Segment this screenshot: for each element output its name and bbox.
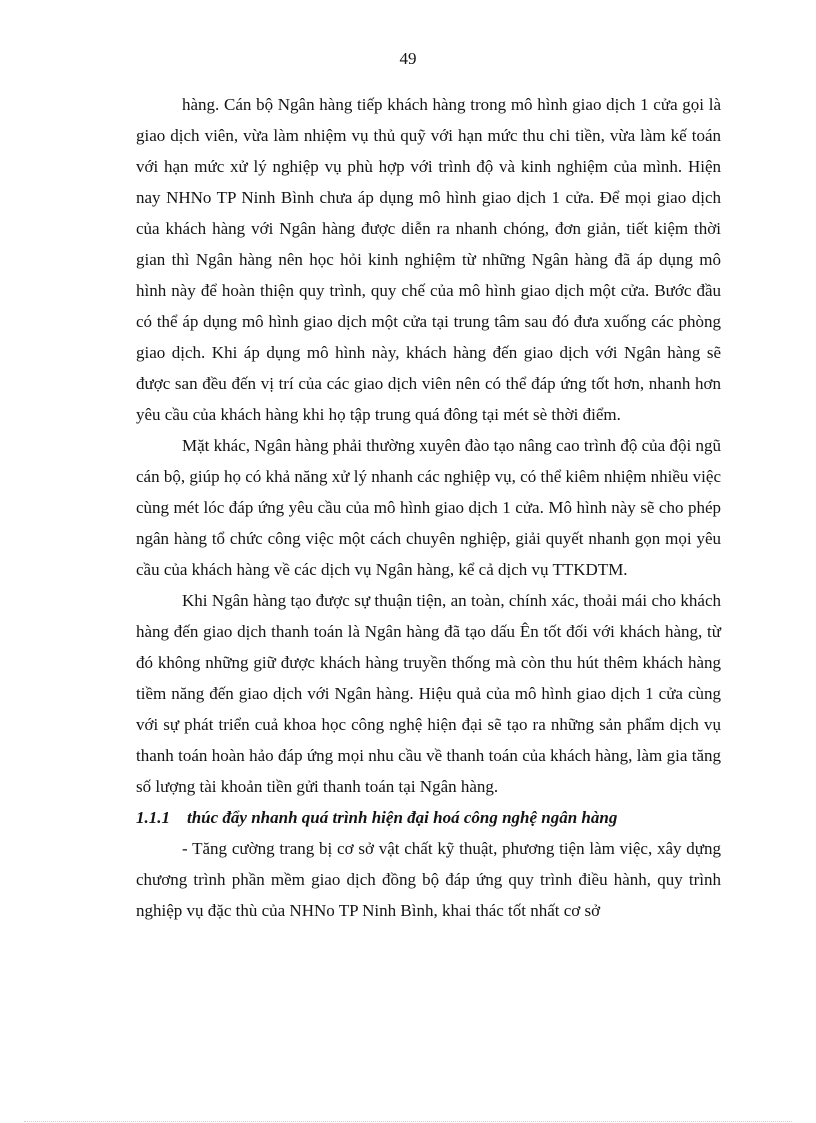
- document-body: [136, 89, 721, 926]
- section-number: 1.1.1: [136, 808, 170, 827]
- page-number: 49: [399, 49, 417, 68]
- paragraph-one-window-model: hàng. Cán bộ Ngân hàng tiếp khách hàng trong mô hình giao dịch 1 cửa gọi là giao dịch viên, vừa làm nhiệm vụ thủ quỹ với hạn mức thu chi tiền, vừa làm kế toán với hạn mức xử lý nghiệp vụ phù hợp với trình độ và kinh nghiệm của mình. Hiện nay NHNo TP Ninh Bình chưa áp dụng mô hình giao dịch 1 cửa. Để mọi giao dịch của khách hàng với Ngân hàng được diễn ra nhanh chóng, đơn giản, tiết kiệm thời gian thì Ngân hàng nên học hỏi kinh nghiệm từ những Ngân hàng đã áp dụng mô hình này để hoàn thiện quy trình, quy chế của mô hình giao dịch một cửa. Bước đầu có thể áp dụng mô hình giao dịch một cửa tại trung tâm sau đó đưa xuống các phòng giao dịch. Khi áp dụng mô hình này, khách hàng đến giao dịch với Ngân hàng sẽ được san đều đến vị trí của các giao dịch viên nên có thể đáp ứng tốt hơn, nhanh hơn yêu cầu của khách hàng khi họ tập trung quá đông tại mét sè thời điểm.: [136, 95, 721, 424]
- section-title: thúc đẩy nhanh quá trình hiện đại hoá công nghệ ngân hàng: [187, 808, 618, 827]
- section-heading: [136, 802, 721, 833]
- paragraph-customer-convenience: Khi Ngân hàng tạo được sự thuận tiện, an toàn, chính xác, thoải mái cho khách hàng đến giao dịch thanh toán là Ngân hàng đã tạo dấu Ên tốt đối với khách hàng, từ đó không những giữ được khách hàng truyền thống mà còn thu hút thêm khách hàng tiềm năng đến giao dịch với Ngân hàng. Hiệu quả của mô hình giao dịch 1 cửa cùng với sự phát triển cuả khoa học công nghệ hiện đại sẽ tạo ra những sản phẩm dịch vụ thanh toán hoàn hảo đáp ứng mọi nhu cầu về thanh toán của khách hàng, làm gia tăng số lượng tài khoản tiền gửi thanh toán tại Ngân hàng.: [136, 591, 721, 796]
- page-bottom-divider: [24, 1121, 792, 1122]
- paragraph-infrastructure: - Tăng cường trang bị cơ sở vật chất kỹ thuật, phương tiện làm việc, xây dựng chương trình phần mềm giao dịch đồng bộ đáp ứng quy trình điều hành, quy trình nghiệp vụ đặc thù của NHNo TP Ninh Bình, khai thác tốt nhất cơ sở: [136, 839, 721, 920]
- paragraph-staff-training: Mặt khác, Ngân hàng phải thường xuyên đào tạo nâng cao trình độ của đội ngũ cán bộ, giúp họ có khả năng xử lý nhanh các nghiệp vụ, có thể kiêm nhiệm nhiều việc cùng mét lóc đáp ứng yêu cầu của mô hình giao dịch 1 cửa. Mô hình này sẽ cho phép ngân hàng tổ chức công việc một cách chuyên nghiệp, giải quyết nhanh gọn mọi yêu cầu của khách hàng về các dịch vụ Ngân hàng, kể cả dịch vụ TTKDTM.: [136, 436, 721, 579]
